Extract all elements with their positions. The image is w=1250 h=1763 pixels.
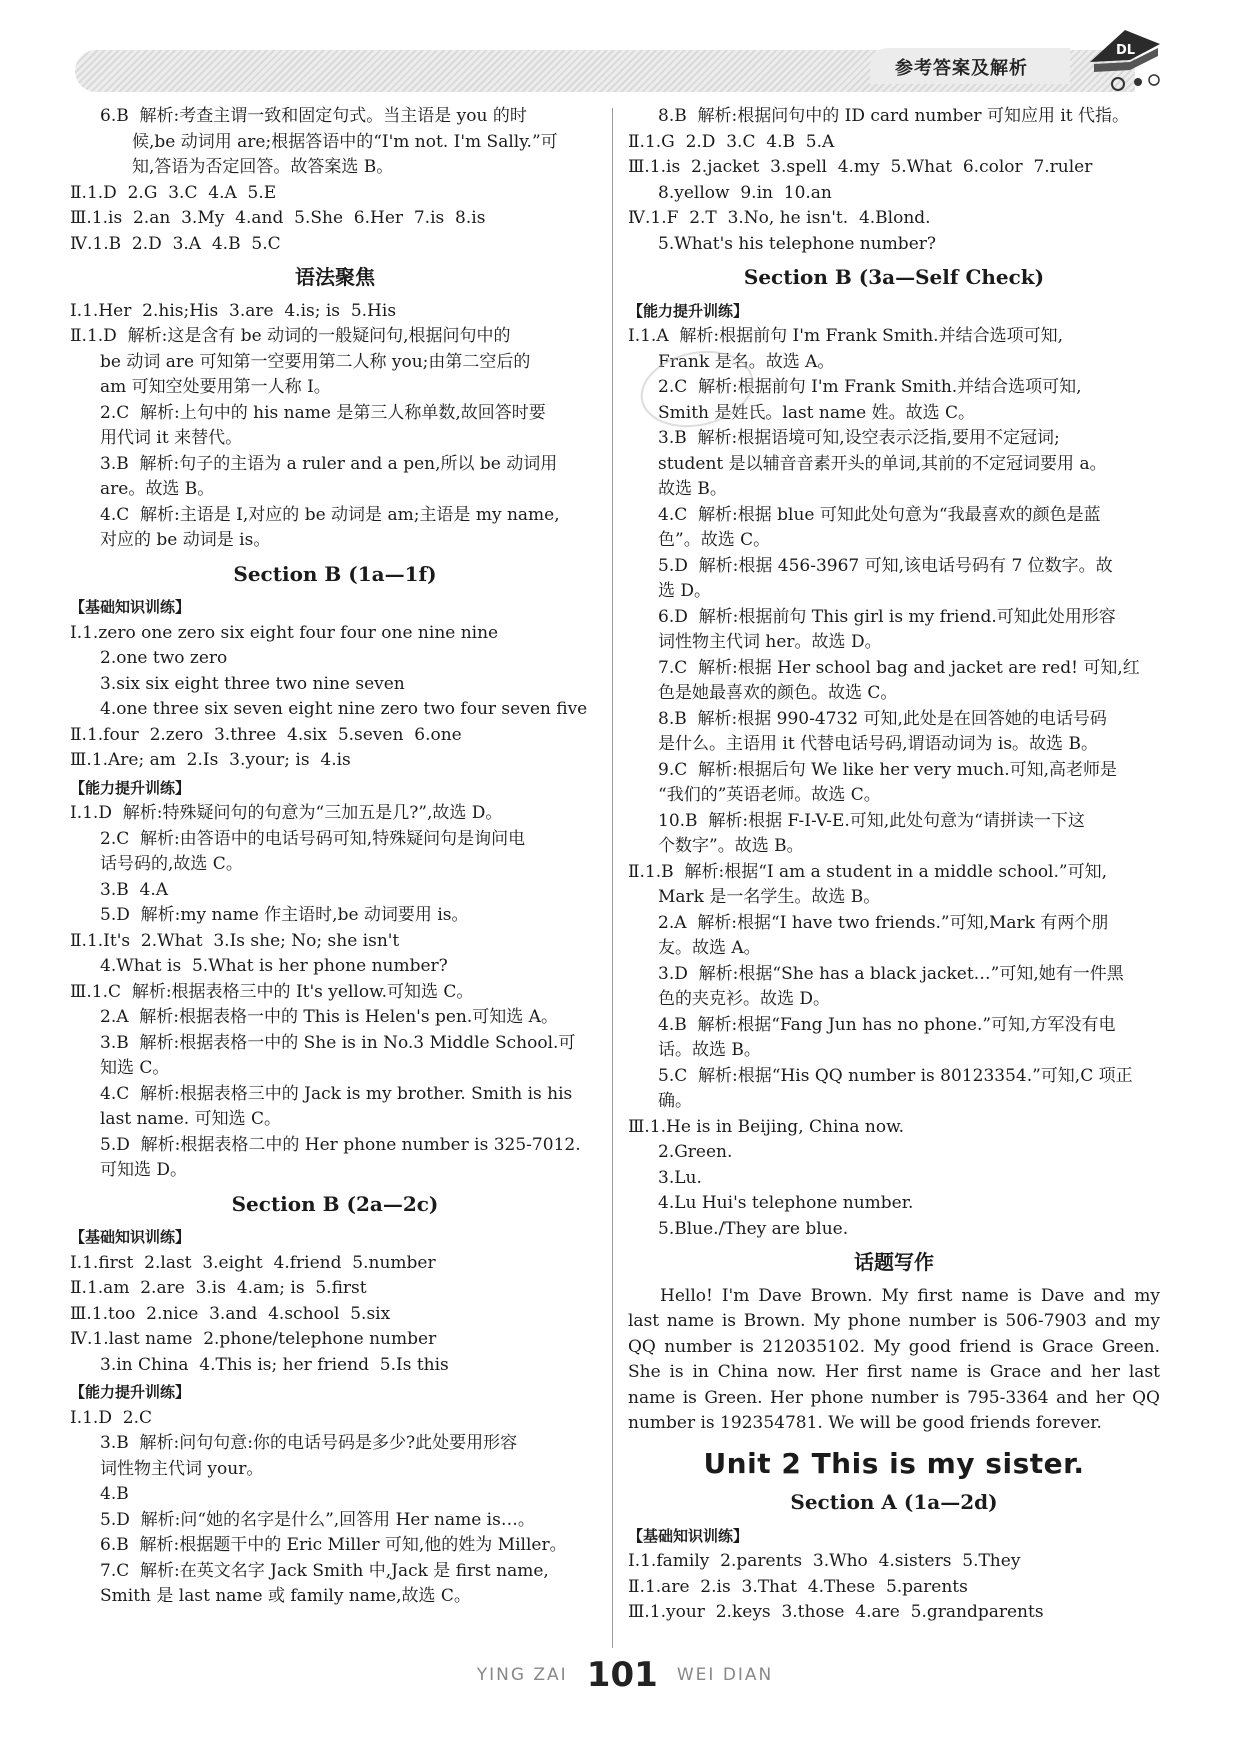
section-heading: Section B (3a—Self Check) bbox=[743, 265, 1045, 289]
answer-line: Ⅲ.1.is 2.an 3.My 4.and 5.She 6.Her 7.is 8.is bbox=[70, 208, 486, 228]
exercise-tag: 【基础知识训练】 bbox=[628, 1526, 749, 1545]
answer-line: 4.one three six seven eight nine zero two four seven five bbox=[100, 699, 588, 719]
answer-line: 4.C 解析:根据表格三中的 Jack is my brother. Smith is his bbox=[100, 1083, 573, 1104]
answer-line: 词性物主代词 your。 bbox=[100, 1458, 264, 1479]
answer-line: 2.one two zero bbox=[100, 648, 228, 668]
answer-line: 对应的 be 动词是 is。 bbox=[100, 530, 271, 550]
answer-line: last name. 可知选 C。 bbox=[100, 1109, 282, 1129]
answer-line: 3.B 解析:句子的主语为 a ruler and a pen,所以 be 动词用 bbox=[100, 453, 558, 474]
exercise-tag: 【能力提升训练】 bbox=[628, 301, 749, 320]
page-number: 101 bbox=[586, 1655, 658, 1695]
section-heading: 语法聚焦 bbox=[295, 265, 375, 289]
answer-line: 色是她最喜欢的颜色。故选 C。 bbox=[658, 683, 898, 703]
answer-line: 3.B 解析:问句句意:你的电话号码是多少?此处要用形容 bbox=[100, 1433, 518, 1453]
answer-line: Ⅱ.1.B 解析:根据“I am a student in a middle school.”可知, bbox=[628, 861, 1107, 882]
answer-line: Ⅱ.1.four 2.zero 3.three 4.six 5.seven 6.one bbox=[70, 724, 462, 745]
answer-line: 4.C 解析:主语是 I,对应的 be 动词是 am;主语是 my name, bbox=[100, 504, 560, 525]
answer-line: 故选 B。 bbox=[658, 479, 727, 499]
answer-line: 2.C 解析:根据前句 I'm Frank Smith.并结合选项可知, bbox=[658, 377, 1082, 397]
answer-line: 话号码的,故选 C。 bbox=[100, 854, 243, 874]
answer-line: “我们的”英语老师。故选 C。 bbox=[658, 785, 881, 805]
answer-line: 10.B 解析:根据 F-I-V-E.可知,此处句意为“请拼读一下这 bbox=[658, 810, 1085, 831]
answer-line: 色”。故选 C。 bbox=[658, 530, 771, 550]
answer-line: Ⅲ.1.is 2.jacket 3.spell 4.my 5.What 6.color 7.ruler bbox=[628, 157, 1093, 177]
answer-line: 话。故选 B。 bbox=[658, 1040, 761, 1060]
answer-line: 2.A 解析:根据表格一中的 This is Helen's pen.可知选 A。 bbox=[100, 1007, 558, 1027]
answer-line: 3.in China 4.This is; her friend 5.Is this bbox=[100, 1354, 449, 1375]
answer-line: 选 D。 bbox=[658, 581, 712, 601]
answer-line: Ⅳ.1.B 2.D 3.A 4.B 5.C bbox=[70, 233, 281, 254]
page-footer bbox=[0, 1655, 1250, 1695]
answer-line: 3.D 解析:根据“She has a black jacket…”可知,她有一件黑 bbox=[658, 963, 1124, 984]
exercise-tag: 【基础知识训练】 bbox=[70, 598, 191, 616]
answer-line: student 是以辅音音素开头的单词,其前的不定冠词要用 a。 bbox=[658, 453, 1107, 474]
answer-line: 7.C 解析:根据 Her school bag and jacket are red! 可知,红 bbox=[658, 657, 1140, 678]
right-column bbox=[628, 104, 1160, 1626]
answer-line: 3.B 4.A bbox=[100, 879, 169, 900]
section-heading: 话题写作 bbox=[854, 1250, 934, 1274]
exercise-tag: 【能力提升训练】 bbox=[70, 1383, 191, 1401]
answer-line: Ⅲ.1.He is in Beijing, China now. bbox=[628, 1116, 905, 1137]
column-divider bbox=[612, 108, 613, 1648]
answer-line: Ⅱ.1.D 2.G 3.C 4.A 5.E bbox=[70, 182, 277, 203]
answer-line: 3.six six eight three two nine seven bbox=[100, 673, 405, 694]
answer-line: 可知选 D。 bbox=[100, 1160, 188, 1180]
answer-line: 5.C 解析:根据“His QQ number is 80123354.”可知,C 项正确。 bbox=[658, 1065, 1133, 1111]
answer-line: 6.B 解析:根据题干中的 Eric Miller 可知,他的姓为 Miller。 bbox=[100, 1535, 567, 1555]
dl-logo-icon bbox=[1080, 22, 1170, 92]
answer-line: 2.Green. bbox=[658, 1142, 733, 1162]
answer-line: 5.D 解析:my name 作主语时,be 动词要用 is。 bbox=[100, 905, 469, 925]
exercise-tag: 【能力提升训练】 bbox=[70, 778, 191, 797]
answer-line: 友。故选 A。 bbox=[658, 938, 761, 958]
answer-line: Frank 是名。故选 A。 bbox=[658, 351, 835, 372]
answer-line: 是什么。主语用 it 代替电话号码,谓语动词为 is。故选 B。 bbox=[658, 734, 1098, 754]
answer-line: 8.B 解析:根据 990-4732 可知,此处是在回答她的电话号码 bbox=[658, 708, 1107, 729]
footer-brand-right: WEI DIAN bbox=[676, 1665, 774, 1685]
answer-line: 4.Lu Hui's telephone number. bbox=[658, 1193, 914, 1213]
answer-line: 6.D 解析:根据前句 This girl is my friend.可知此处用形容 bbox=[658, 606, 1116, 627]
exercise-tag: 【基础知识训练】 bbox=[70, 1228, 191, 1246]
answer-line: Ⅱ.1.D 解析:这是含有 be 动词的一般疑问句,根据问句中的 bbox=[70, 326, 511, 346]
answer-line: 5.D 解析:问“她的名字是什么”,回答用 Her name is…。 bbox=[100, 1509, 535, 1530]
answer-line: 4.B bbox=[100, 1484, 129, 1504]
section-heading: Section B (1a—1f) bbox=[233, 561, 437, 586]
answer-line: Ⅰ.1.D 2.C bbox=[70, 1407, 153, 1428]
answer-line: 4.C 解析:根据 blue 可知此处句意为“我最喜欢的颜色是蓝 bbox=[658, 504, 1101, 525]
answer-line: 知,答语为否定回答。故答案选 B。 bbox=[132, 157, 394, 177]
answer-line: 6.B 解析:考查主谓一致和固定句式。当主语是 you 的时 bbox=[100, 106, 527, 126]
answer-line: Ⅰ.1.zero one zero six eight four four one nine nine bbox=[70, 622, 499, 643]
answer-line: Ⅱ.1.am 2.are 3.is 4.am; is 5.first bbox=[70, 1278, 367, 1298]
answer-line: Smith 是姓氏。last name 姓。故选 C。 bbox=[658, 402, 975, 423]
answer-line: Ⅳ.1.last name 2.phone/telephone number bbox=[70, 1329, 437, 1349]
answer-line: Mark 是一名学生。故选 B。 bbox=[658, 887, 881, 907]
answer-line: 3.B 解析:根据语境可知,设空表示泛指,要用不定冠词; bbox=[658, 428, 1060, 448]
section-heading: Section A (1a—2d) bbox=[790, 1490, 998, 1514]
answer-line: Ⅳ.1.F 2.T 3.No, he isn't. 4.Blond. bbox=[628, 208, 931, 228]
answer-line: 4.B 解析:根据“Fang Jun has no phone.”可知,方军没有电 bbox=[658, 1014, 1116, 1035]
answer-line: 个数字”。故选 B。 bbox=[658, 836, 804, 856]
answer-line: 3.Lu. bbox=[658, 1167, 702, 1188]
answer-line: 9.C 解析:根据后句 We like her very much.可知,高老师是 bbox=[658, 759, 1118, 780]
answer-line: Ⅲ.1.Are; am 2.Is 3.your; is 4.is bbox=[70, 750, 351, 770]
answer-line: Ⅰ.1.A 解析:根据前句 I'm Frank Smith.并结合选项可知, bbox=[628, 326, 1063, 346]
footer-brand-left: YING ZAI bbox=[476, 1665, 568, 1685]
answer-line: Smith 是 last name 或 family name,故选 C。 bbox=[100, 1586, 471, 1606]
answer-line: 词性物主代词 her。故选 D。 bbox=[658, 632, 882, 652]
answer-line: 5.What's his telephone number? bbox=[658, 233, 936, 254]
answer-line: are。故选 B。 bbox=[100, 479, 215, 499]
answer-line: 8.B 解析:根据问句中的 ID card number 可知应用 it 代指。 bbox=[658, 106, 1130, 126]
answer-line: am 可知空处要用第一人称 I。 bbox=[100, 377, 331, 397]
answer-line: 用代词 it 来替代。 bbox=[100, 428, 243, 448]
answer-line: 5.Blue./They are blue. bbox=[658, 1218, 849, 1239]
logo-text: DL bbox=[1116, 43, 1136, 58]
writing-paragraph: Hello! I'm Dave Brown. My first name is Dave and my last name is Brown. My phone number is 506-7903 and my QQ number is 212035102. My good friend is Grace Green. She is in China now. Her first name is Grace and her last name is Green. Her phone number is 795-3364 and her QQ number is 192354781. We will be good friends forever. bbox=[628, 1285, 1160, 1433]
answer-line: Ⅰ.1.first 2.last 3.eight 4.friend 5.number bbox=[70, 1252, 436, 1273]
answer-line: Ⅰ.1.family 2.parents 3.Who 4.sisters 5.They bbox=[628, 1551, 1021, 1571]
answer-line: 知选 C。 bbox=[100, 1058, 170, 1078]
header-title: 参考答案及解析 bbox=[895, 58, 1028, 79]
answer-line: be 动词 are 可知第一空要用第二人称 you;由第二空后的 bbox=[100, 351, 531, 372]
answer-line: 2.A 解析:根据“I have two friends.”可知,Mark 有两个朋 bbox=[658, 912, 1109, 933]
answer-line: Ⅲ.1.your 2.keys 3.those 4.are 5.grandparents bbox=[628, 1602, 1044, 1622]
unit-title: Unit 2 This is my sister. bbox=[703, 1446, 1085, 1480]
answer-line: Ⅱ.1.It's 2.What 3.Is she; No; she isn't bbox=[70, 930, 400, 951]
answer-line: Ⅱ.1.are 2.is 3.That 4.These 5.parents bbox=[628, 1576, 968, 1597]
answer-line: 5.D 解析:根据 456-3967 可知,该电话号码有 7 位数字。故 bbox=[658, 555, 1113, 576]
answer-line: 候,be 动词用 are;根据答语中的“I'm not. I'm Sally.”可 bbox=[132, 131, 558, 152]
answer-line: 2.C 解析:上句中的 his name 是第三人称单数,故回答时要 bbox=[100, 402, 546, 423]
answer-line: Ⅲ.1.C 解析:根据表格三中的 It's yellow.可知选 C。 bbox=[70, 981, 474, 1002]
answer-line: 4.What is 5.What is her phone number? bbox=[100, 956, 448, 976]
left-column bbox=[70, 104, 600, 1610]
answer-line: 3.B 解析:根据表格一中的 She is in No.3 Middle School.可 bbox=[100, 1032, 576, 1053]
answer-line: Ⅲ.1.too 2.nice 3.and 4.school 5.six bbox=[70, 1303, 391, 1324]
answer-line: 色的夹克衫。故选 D。 bbox=[658, 989, 831, 1009]
answer-line: 2.C 解析:由答语中的电话号码可知,特殊疑问句是询问电 bbox=[100, 828, 526, 849]
answer-line: Ⅰ.1.Her 2.his;His 3.are 4.is; is 5.His bbox=[70, 300, 397, 321]
answer-line: Ⅰ.1.D 解析:特殊疑问句的句意为“三加五是几?”,故选 D。 bbox=[70, 803, 503, 823]
section-heading: Section B (2a—2c) bbox=[231, 1191, 439, 1216]
answer-line: 8.yellow 9.in 10.an bbox=[658, 182, 832, 203]
answer-line: Ⅱ.1.G 2.D 3.C 4.B 5.A bbox=[628, 131, 835, 152]
answer-line: 7.C 解析:在英文名字 Jack Smith 中,Jack 是 first name, bbox=[100, 1560, 549, 1581]
answer-line: 5.D 解析:根据表格二中的 Her phone number is 325-7012. bbox=[100, 1134, 581, 1155]
